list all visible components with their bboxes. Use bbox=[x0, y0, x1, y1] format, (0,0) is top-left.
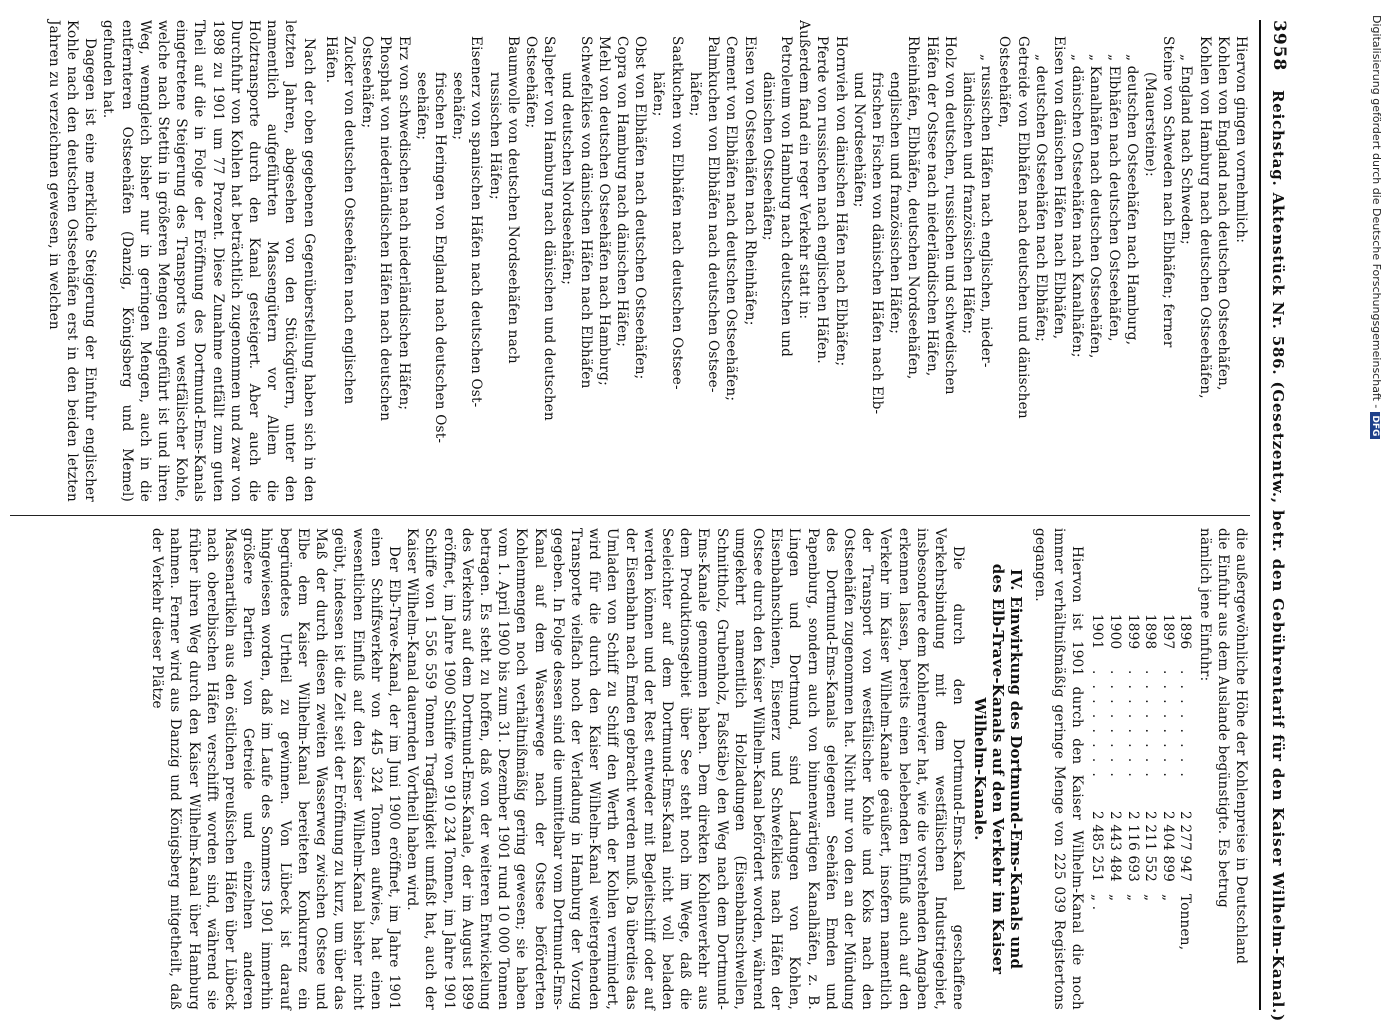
list-item: Schwefelkies von dänischen Häfen nach Elbhäfen bbox=[577, 36, 594, 389]
cell-year: 1898 bbox=[1142, 614, 1159, 650]
cell-value: 2 404 899 bbox=[1159, 811, 1176, 882]
list-item: Kohlen von England nach deutschen Ostseehäfen, bbox=[1214, 36, 1231, 391]
cell-unit: Tonnen, bbox=[1177, 894, 1194, 951]
cell-value: 2 211 552 bbox=[1142, 811, 1159, 882]
cargo-list bbox=[813, 20, 1232, 502]
list-item: ländischen und französischen Häfen; bbox=[959, 72, 976, 335]
cell-value: 2 485 251 bbox=[1089, 811, 1106, 882]
intro-line: die außergewöhnliche Höhe der Kohlenpreise in Deutschland bbox=[1233, 528, 1249, 965]
list-item: Saatkuchen von Elbhäfen nach deutschen Ostsee- bbox=[668, 36, 685, 390]
coal-imports-table bbox=[1088, 608, 1194, 960]
cell-year: 1896 bbox=[1177, 614, 1194, 650]
list-item: Steine von Schweden nach Elbhäfen; ferner bbox=[1160, 36, 1177, 348]
list-item: seehäfen; bbox=[450, 72, 467, 141]
table-row bbox=[1088, 608, 1106, 960]
cell-unit: „ bbox=[1107, 894, 1124, 902]
cell-value: 2 443 484 bbox=[1107, 811, 1124, 882]
cell-unit: „ . bbox=[1089, 894, 1106, 911]
list-item: Kohlen von Hamburg nach deutschen Ostseehäfen, bbox=[1196, 36, 1213, 399]
list-item: Phosphat von niederländischen Häfen nach deutschen bbox=[377, 36, 394, 422]
list-item: Petroleum von Hamburg nach deutschen und bbox=[777, 36, 794, 358]
list-item: Häfen. bbox=[322, 36, 339, 84]
cell-unit: „ bbox=[1142, 894, 1159, 902]
column-divider bbox=[10, 515, 1250, 516]
list-item: Rheinhäfen, Elbhäfen, deutschen Nordseehäfen, bbox=[905, 36, 922, 380]
list-item: Salpeter von Hamburg nach dänischen und deutschen bbox=[541, 36, 558, 421]
cell-unit: „ bbox=[1159, 894, 1176, 902]
list-item: Copra von Hamburg nach dänischen Häfen; bbox=[614, 36, 631, 348]
table-row bbox=[1158, 608, 1176, 960]
list-item: seehäfen; bbox=[413, 72, 430, 141]
list-item: Ostseehäfen; bbox=[523, 36, 540, 129]
list-item: Erz von schwedischen nach niederländischen Häfen; bbox=[395, 36, 412, 411]
list-item: Ostseehäfen, bbox=[996, 36, 1013, 129]
right-column bbox=[148, 528, 1250, 1010]
list-item: Pferde von russischen nach englischen Häfen. bbox=[814, 36, 831, 364]
list-item: Eisen von Ostseehäfen nach Rheinhäfen; bbox=[741, 36, 758, 326]
leader-dots: . . . . . . . . bbox=[1089, 670, 1106, 780]
list-item: Baumwolle von deutschen Nordseehäfen nach bbox=[504, 36, 521, 364]
list-item: Hornvieh von dänischen Häfen nach Elbhäfen; bbox=[832, 36, 849, 367]
list-item: Ostseehäfen; bbox=[359, 36, 376, 129]
paragraph: Nach der oben gegebenen Gegenüberstellung haben sich in den letzten Jahren, abgesehen von den Stückgütern, unter den namentlich aufgeführten Massengütern vor Allem die Holztransporte durch den Kanal gesteigert. Aber auch die Durchfuhr von Kohlen hat beträchtlich zugenommen und zwar von 1898 zu 1901 um 77 Prozent. Diese Zunahme entfällt zum guten Theil auf die in Folge der Eröffnung des Dortmund-Ems-Kanals eingetretene Steigerung des Transports von westfälischer Kohle, welche nach Stettin in größeren Mengen eingeführt ist und ihren Weg, wenngleich bisher nur in geringen Mengen, auch in die entfernteren Ostseehäfen (Danzig, Königsberg und Memel) gefunden hat. bbox=[100, 20, 317, 502]
list-item: Häfen der Ostsee nach niederländischen Häfen, bbox=[923, 36, 940, 377]
cell-year: 1900 bbox=[1107, 614, 1124, 650]
list-item: „ dänischen Ostseehäfen nach Kanalhäfen; bbox=[1069, 54, 1086, 358]
table-row bbox=[1141, 608, 1159, 960]
section-heading-line-2: des Elb-Trave-Kanals auf den Verkehr im Kaiser bbox=[989, 563, 1008, 975]
list-item: Holz von deutschen, russischen und schwedischen bbox=[941, 36, 958, 395]
leader-dots: . . . . . . . . bbox=[1124, 670, 1141, 780]
after-table-text: Hiervon ist 1901 durch den Kaiser Wilhelm-Kanal die noch immer verhältnißmäßig geringe Menge von 225 039 Registertons gegangen. bbox=[1032, 528, 1085, 1010]
list-item: häfen; bbox=[686, 72, 703, 117]
list-item: dänischen Ostseehäfen; bbox=[759, 72, 776, 241]
cell-value: 2 277 947 bbox=[1177, 811, 1194, 882]
list-item: „ Elbhäfen nach deutschen Ostseehäfen, bbox=[1105, 54, 1122, 342]
cell-value: 2 116 693 bbox=[1124, 811, 1141, 882]
page-number: 3958 bbox=[1269, 20, 1289, 72]
cell-year: 1897 bbox=[1159, 614, 1176, 650]
left-column bbox=[45, 20, 1250, 502]
leader-dots: . . . . . . . . bbox=[1159, 670, 1176, 780]
leader-dots: . . . . . . . . bbox=[1142, 670, 1159, 780]
header-rule bbox=[1259, 20, 1261, 1010]
cell-unit: „ bbox=[1124, 894, 1141, 902]
cell-year: 1901 bbox=[1089, 614, 1106, 650]
section-heading bbox=[971, 528, 1025, 1010]
leader-dots: . . . . . . . . bbox=[1107, 670, 1124, 780]
right-paragraphs bbox=[148, 528, 967, 1010]
list-item: „ deutschen Ostseehäfen nach Hamburg, bbox=[1123, 54, 1140, 346]
list-item: „ Kanalhäfen nach deutschen Ostseehäfen, bbox=[1087, 54, 1104, 359]
digitization-text: Digitalisierung gefördert durch die Deutsche Forschungsgemeinschaft - bbox=[1370, 15, 1383, 409]
list-item: und Nordseehäfen; bbox=[850, 72, 867, 208]
list-item: frischen Fischen von dänischen Häfen nach Elb- bbox=[868, 72, 885, 415]
section-heading-line-3: Wilhelm-Kanale. bbox=[971, 697, 990, 841]
list-item: Cement von Elbhäfen nach deutschen Ostseehäfen; bbox=[723, 36, 740, 402]
leader-dots: . . . . . . . . bbox=[1177, 670, 1194, 780]
list-item: „ England nach Schweden; bbox=[1178, 54, 1195, 245]
paragraph: Dagegen ist eine merkliche Steigerung der Einfuhr englischer Kohle nach den deutschen Ostseehäfen erst in den beiden letzten Jahren zu verzeichnen gewesen, in welchen bbox=[45, 20, 99, 502]
right-intro bbox=[1195, 528, 1250, 1010]
section-heading-line-1: IV. Einwirkung des Dortmund-Ems-Kanals und bbox=[1007, 568, 1026, 970]
table-row bbox=[1105, 608, 1123, 960]
list-item: Palmkuchen von Elbhäfen nach deutschen Ostsee- bbox=[705, 36, 722, 393]
list-item: (Mauersteine): bbox=[1141, 72, 1158, 177]
list-item: Getreide von Elbhäfen nach deutschen und dänischen bbox=[1014, 36, 1031, 419]
list-item: Mehl von deutschen Ostseehäfen nach Hamburg; bbox=[595, 36, 612, 386]
list-item: häfen; bbox=[650, 72, 667, 117]
list-item: frischen Heringen von England nach deutschen Ost- bbox=[432, 72, 449, 444]
paragraph: Die durch den Dortmund-Ems-Kanal geschaffene Verkehrsbindung mit dem westfälischen Industriegebiet, insbesondere dem Kohlenrevier hat, wie die vorstehenden Angaben erkennen lassen, bereits einen belebenden Einfluß auch auf den Verkehr im Kaiser Wilhelm-Kanale geäußert, insofern namentlich der Transport von westfälischer Kohle und Koks nach den Ostseehäfen zugenommen hat. Nicht nur von den an der Mündung des Dortmund-Ems-Kanals gelegenen Seehäfen Emden und Papenburg, sondern auch von binnenwärtigen Kanalhäfen, z. B. Lingen und Dortmund, sind Ladungen von Kohlen, Eisenbahnschienen, Eisenerz und Schwefelkies nach Häfen der Ostsee durch den Kaiser Wilhelm-Kanal befördert worden, während umgekehrt namentlich Holzladungen (Eisenbahnschwellen, Schnittholz, Grubenholz, Faßstäbe) den Weg nach dem Dortmund-Ems-Kanale genommen haben. Dem direkten Kohlenverkehr aus dem Produktionsgebiet über See steht noch im Wege, daß die Seeleichter auf dem Dortmund-Ems-Kanal nicht voll beladen werden können und der Rest entweder mit Begleitschiff oder auf der Eisenbahn nach Emden gebracht werden muß. Da überdies das Umladen von Schiff zu Schiff den Werth der Kohlen vermindert, wird für die durch den Kaiser Wilhelm-Kanal weitergehenden Transporte vielfach noch der Verladung in Hamburg der Vorzug gegeben. In Folge dessen sind die unmittelbar vom Dortmund-Ems-Kanal auf dem Wasserwege nach der Ostsee beförderten Kohlenmengen noch verhältnißmäßig gering gewesen; sie haben vom 1. April 1900 bis zum 31. Dezember 1901 rund 10 000 Tonnen betragen. Es steht zu hoffen, daß von der weiteren Entwickelung des Verkehrs auf dem Dortmund-Ems-Kanale, der im August 1899 eröffnet, im Jahre 1900 Schiffe von 910 234 Tonnen, im Jahre 1901 Schiffe von 1 556 559 Tonnen Tragfähigkeit umfaßt hat, auch der Kaiser Wilhelm-Kanal dauernden Vortheil haben wird. bbox=[404, 528, 967, 1010]
list-item: Obst von Elbhäfen nach deutschen Ostseehäfen; bbox=[632, 36, 649, 380]
list-item: Eisenerz von spanischen Häfen nach deutschen Ost- bbox=[468, 36, 485, 408]
left-intro2: Außerdem fand ein reger Verkehr statt in: bbox=[796, 20, 813, 320]
table-row bbox=[1176, 608, 1194, 960]
table-row bbox=[1123, 608, 1141, 960]
cell-year: 1899 bbox=[1124, 614, 1141, 650]
list-item: „ russischen Häfen nach englischen, nieder- bbox=[978, 54, 995, 368]
header-title: Reichstag. Aktenstück Nr. 586. (Gesetzentw., betr. den Gebührentarif für den Kaiser Wilhelm-Kanal.) bbox=[1269, 90, 1287, 1022]
list-item: „ deutschen Ostseehäfen nach Elbhäfen; bbox=[1032, 54, 1049, 342]
page-header bbox=[1260, 20, 1290, 1022]
list-item: und deutschen Nordseehäfen; bbox=[559, 72, 576, 285]
rotated-document-page bbox=[0, 20, 1290, 1022]
list-item: englischen und französischen Häfen; bbox=[887, 72, 904, 335]
left-paragraphs bbox=[45, 20, 318, 502]
list-item: Eisen von dänischen Häfen nach Elbhäfen, bbox=[1050, 36, 1067, 340]
cargo-list-2 bbox=[322, 20, 795, 502]
intro-line: nämlich jene Einfuhr: bbox=[1196, 528, 1213, 682]
intro-line: die Einfuhr aus dem Auslande begünstigte. Es betrug bbox=[1214, 528, 1231, 908]
list-item: Zucker von deutschen Ostseehäfen nach englischen bbox=[341, 36, 358, 405]
dfg-logo: DFG bbox=[1370, 412, 1380, 439]
digitization-note bbox=[1370, 15, 1383, 1015]
left-intro: Hiervon gingen vornehmlich: bbox=[1233, 36, 1249, 244]
list-item: russischen Häfen; bbox=[486, 72, 503, 200]
paragraph: Der Elb-Trave-Kanal, der im Juni 1900 eröffnet, im Jahre 1901 einen Schiffsverkehr von 445 324 Tonnen aufwies, hat einen wesentlichen Einfluß auf den Kaiser Wilhelm-Kanal bisher nicht geübt, indessen ist die Zeit seit der Eröffnung zu kurz, um über das Maß der durch diesen zweiten Wasserweg zwischen Ostsee und Elbe dem Kaiser Wilhelm-Kanal bereiteten Konkurrenz ein begründetes Urtheil zu gewinnen. Von Lübeck ist darauf hingewiesen worden, daß im Laufe des Sommers 1901 immerhin größere Partien von Getreide und einzelnen anderen Massenartikeln aus den östlichen preußischen Häfen über Lübeck nach oberelbischen Häfen verschifft worden sind, während sie früher ihren Weg durch den Kaiser Wilhelm-Kanal über Hamburg nahmen. Ferner wird aus Danzig und Königsberg mitgetheilt, daß der Verkehr dieser Plätze bbox=[149, 528, 402, 1010]
